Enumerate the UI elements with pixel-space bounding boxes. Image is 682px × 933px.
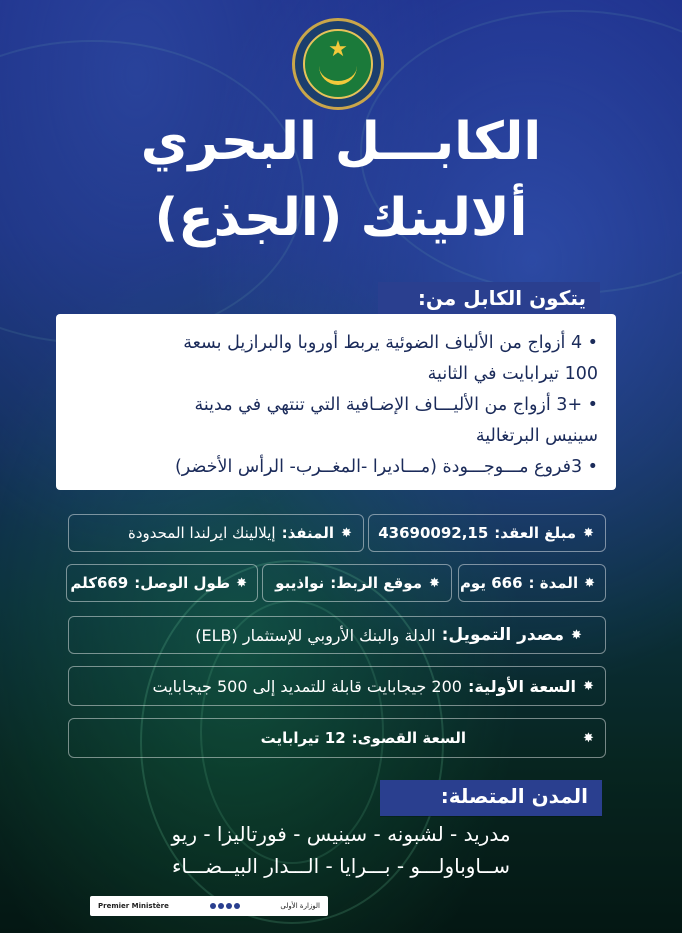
duration-box	[458, 564, 606, 602]
funding-box	[68, 616, 606, 654]
footer-french: Premier Ministère	[98, 902, 169, 910]
initial-capacity-value: 200 جيجابايت قابلة للتمديد إلى 500 جيجابايت	[152, 676, 462, 696]
flower-bullet-icon: ✸	[429, 575, 440, 591]
max-capacity-value: 12 تيرابايت	[260, 729, 346, 747]
list-item: سينيس البرتغالية	[475, 426, 598, 446]
funding-label: مصدر التمويل:	[441, 625, 564, 645]
composition-list	[56, 314, 616, 490]
list-item: • 4 أزواج من الألياف الضوئية يربط أوروبا والبرازيل بسعة	[183, 333, 598, 353]
executor-box	[68, 514, 364, 552]
list-item: • 3فروع مـــوجـــودة (مـــاديرا -المغــرب- الرأس الأخضر)	[174, 457, 598, 477]
duration-label: المدة :	[528, 574, 579, 592]
flower-bullet-icon: ✸	[236, 575, 247, 591]
page-title-line1: الكابـــل البحري	[140, 112, 542, 172]
cities-line1: مدريد - لشبونه - سينيس - فورتاليزا - ريو	[171, 822, 511, 846]
contract-label: مبلغ العقد:	[494, 524, 576, 542]
length-label: طول الوصل:	[134, 574, 231, 592]
executor-value: إيلالينك ايرلندا المحدودة	[127, 524, 276, 542]
emblem-icon	[292, 18, 384, 110]
crescent-icon	[319, 65, 357, 85]
executor-label: المنفذ:	[281, 524, 334, 542]
emblem-inner	[303, 29, 373, 99]
social-icons	[210, 903, 240, 909]
list-item: • +3 أزواج من الأليـــاف الإضـافية التي تنتهي في مدينة	[194, 395, 598, 415]
twitter-icon[interactable]	[218, 903, 224, 909]
instagram-icon[interactable]	[234, 903, 240, 909]
flower-bullet-icon: ✸	[583, 525, 594, 541]
landing-label: موقع الربط:	[330, 574, 422, 592]
page-title-line2: ألالينك (الجذع)	[154, 188, 528, 248]
funding-value: الدلة والبنك الأروبي للإستثمار (ELB)	[195, 625, 436, 645]
flower-bullet-icon: ✸	[341, 525, 352, 541]
max-capacity-label: السعة القصوى:	[351, 729, 466, 747]
star-icon: ★	[328, 37, 348, 62]
composition-heading: يتكون الكابل من:	[378, 282, 600, 316]
flower-bullet-icon: ✸	[583, 678, 594, 694]
footer-arabic: الوزارة الأولى	[280, 902, 320, 910]
list-item: 100 تيرابايت في الثانية	[427, 364, 598, 384]
initial-capacity-box	[68, 666, 606, 706]
cities-line2: ســاوباولـــو - بـــرايا - الـــدار البيــضـــاء	[172, 854, 510, 878]
flower-bullet-icon: ✸	[571, 627, 582, 643]
cities-heading: المدن المتصلة:	[380, 780, 602, 816]
facebook-icon[interactable]	[210, 903, 216, 909]
contract-value: 43690092,15	[378, 524, 489, 542]
length-box	[66, 564, 258, 602]
contract-amount-box	[368, 514, 606, 552]
flower-bullet-icon: ✸	[583, 730, 594, 746]
footer-bar	[90, 896, 328, 916]
initial-capacity-label: السعة الأولية:	[467, 676, 576, 696]
length-value: 669كلم	[70, 574, 129, 592]
youtube-icon[interactable]	[226, 903, 232, 909]
landing-box	[262, 564, 452, 602]
flower-bullet-icon: ✸	[584, 575, 595, 591]
landing-value: نواذيبو	[275, 574, 325, 592]
max-capacity-box	[68, 718, 606, 758]
duration-value: 666 يوم	[459, 574, 523, 592]
